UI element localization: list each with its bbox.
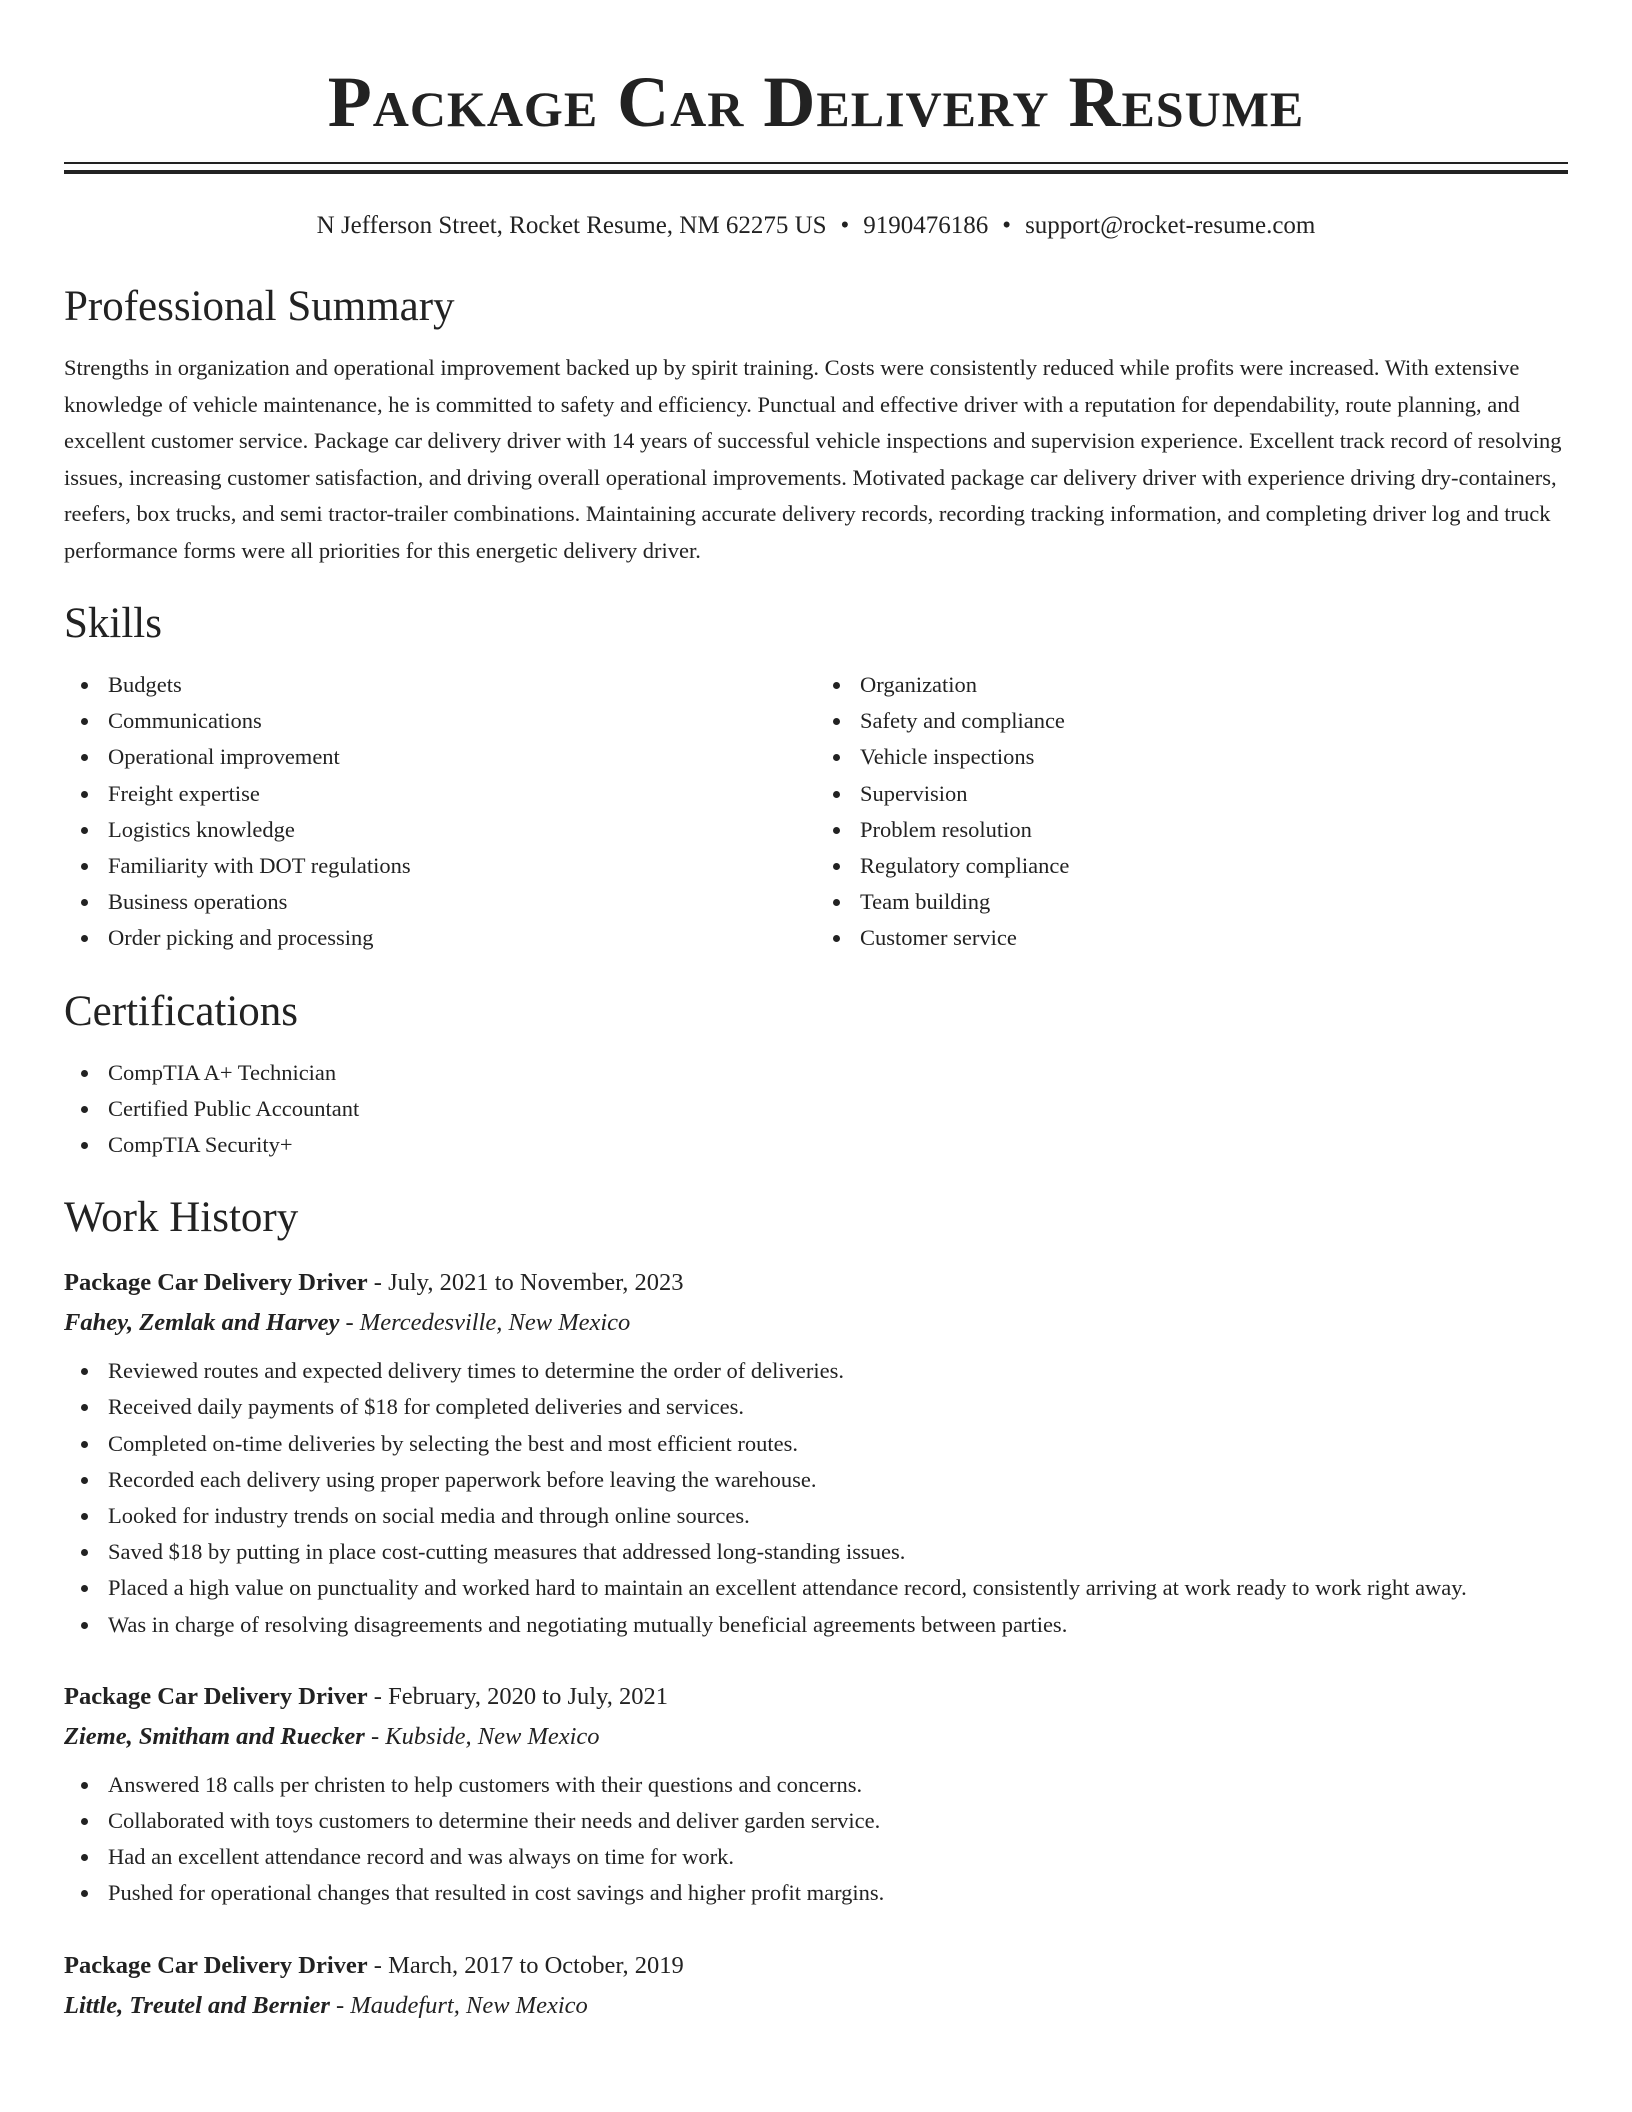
job-dash: - (345, 1309, 354, 1337)
job-company: Zieme, Smitham and Ruecker (64, 1722, 365, 1750)
job-duty-item: Reviewed routes and expected delivery times to determine the order of deliveries. (64, 1353, 1568, 1389)
job-entry (64, 1263, 1568, 1643)
skills-columns (64, 667, 1568, 957)
skill-item: Safety and compliance (816, 703, 1568, 739)
contact-address: N Jefferson Street, Rocket Resume, NM 62275 US (316, 212, 827, 239)
skill-item: Familiarity with DOT regulations (64, 848, 816, 884)
job-title: Package Car Delivery Driver (64, 1682, 368, 1710)
skill-item: Communications (64, 703, 816, 739)
skills-list-left (64, 667, 816, 957)
job-dash: - (373, 1269, 382, 1297)
certification-item: CompTIA A+ Technician (64, 1055, 1568, 1091)
job-duty-item: Pushed for operational changes that resulted in cost savings and higher profit margins. (64, 1875, 1568, 1911)
job-duty-item: Saved $18 by putting in place cost-cutting measures that addressed long-standing issues. (64, 1534, 1568, 1570)
skill-item: Freight expertise (64, 776, 816, 812)
job-company: Little, Treutel and Bernier (64, 1991, 330, 2019)
job-dates: February, 2020 to July, 2021 (388, 1682, 668, 1710)
contact-separator: • (1002, 212, 1012, 239)
skill-item: Supervision (816, 776, 1568, 812)
skill-item: Team building (816, 884, 1568, 920)
job-duty-item: Was in charge of resolving disagreements and negotiating mutually beneficial agreements between parties. (64, 1607, 1568, 1643)
job-title: Package Car Delivery Driver (64, 1269, 368, 1297)
job-entry (64, 1677, 1568, 1912)
job-location: Mercedesville, New Mexico (359, 1309, 631, 1337)
section-heading-work-history: Work History (64, 1194, 299, 1242)
job-title-line (64, 1263, 1568, 1303)
divider-thick-line (64, 170, 1568, 174)
job-duty-item: Placed a high value on punctuality and worked hard to maintain an excellent attendance record, consistently arriving at work ready to work right away. (64, 1570, 1568, 1606)
contact-email: support@rocket-resume.com (1025, 212, 1316, 239)
certifications-list (64, 1055, 1568, 1164)
job-duty-item: Completed on-time deliveries by selecting the best and most efficient routes. (64, 1426, 1568, 1462)
job-company-line (64, 1303, 1568, 1343)
skill-item: Operational improvement (64, 739, 816, 775)
skill-item: Customer service (816, 920, 1568, 956)
job-company: Fahey, Zemlak and Harvey (64, 1309, 340, 1337)
skill-item: Vehicle inspections (816, 739, 1568, 775)
job-dates: July, 2021 to November, 2023 (388, 1269, 684, 1297)
job-entry (64, 1946, 1568, 2026)
job-duty-item: Answered 18 calls per christen to help customers with their questions and concerns. (64, 1767, 1568, 1803)
job-duties-list (64, 1767, 1568, 1912)
job-dash: - (336, 1991, 345, 2019)
job-duties-list (64, 1353, 1568, 1643)
skill-item: Order picking and processing (64, 920, 816, 956)
job-dash: - (373, 1951, 382, 1979)
certification-item: CompTIA Security+ (64, 1127, 1568, 1163)
job-duty-item: Received daily payments of $18 for completed deliveries and services. (64, 1389, 1568, 1425)
job-company-line (64, 1717, 1568, 1757)
contact-line (64, 210, 1568, 242)
job-location: Kubside, New Mexico (385, 1722, 600, 1750)
contact-phone: 9190476186 (863, 212, 989, 239)
job-duty-item: Had an excellent attendance record and was always on time for work. (64, 1839, 1568, 1875)
summary-text: Strengths in organization and operational improvement backed up by spirit training. Costs were consistently reduced while profits were increased. With extensive knowledge of vehicle maintenance, he is committed to safety and efficiency. Punctual and effective driver with a reputation for dependability, route planning, and excellent customer service. Package car delivery driver with 14 years of successful vehicle inspections and supervision experience. Excellent track record of resolving issues, increasing customer satisfaction, and driving overall operational improvements. Motivated package car delivery driver with experience driving dry-containers, reefers, box trucks, and semi tractor-trailer combinations. Maintaining accurate delivery records, recording tracking information, and completing driver log and truck performance forms were all priorities for this energetic delivery driver. (64, 355, 1562, 563)
job-duty-item: Recorded each delivery using proper paperwork before leaving the warehouse. (64, 1462, 1568, 1498)
resume-title: Package Car Delivery Resume (327, 62, 1305, 142)
section-heading-skills: Skills (64, 600, 162, 647)
job-dates: March, 2017 to October, 2019 (388, 1951, 684, 1979)
job-duty-item: Collaborated with toys customers to determine their needs and deliver garden service. (64, 1803, 1568, 1839)
job-title-line (64, 1677, 1568, 1717)
skill-item: Budgets (64, 667, 816, 703)
skill-item: Logistics knowledge (64, 812, 816, 848)
contact-separator: • (840, 212, 850, 239)
skills-list-right (816, 667, 1568, 957)
job-location: Maudefurt, New Mexico (350, 1991, 588, 2019)
job-dash: - (370, 1722, 380, 1750)
certification-item: Certified Public Accountant (64, 1091, 1568, 1127)
resume-page (64, 0, 1568, 2026)
skill-item: Problem resolution (816, 812, 1568, 848)
job-title-line (64, 1946, 1568, 1986)
job-dash: - (373, 1682, 382, 1710)
title-divider (64, 162, 1568, 174)
skill-item: Regulatory compliance (816, 848, 1568, 884)
section-heading-certifications: Certifications (64, 987, 299, 1035)
section-heading-summary: Professional Summary (64, 283, 455, 330)
job-duty-item: Looked for industry trends on social media and through online sources. (64, 1498, 1568, 1534)
job-company-line (64, 1986, 1568, 2026)
skill-item: Business operations (64, 884, 816, 920)
job-title: Package Car Delivery Driver (64, 1951, 368, 1979)
skill-item: Organization (816, 667, 1568, 703)
divider-thin-line (64, 162, 1568, 164)
